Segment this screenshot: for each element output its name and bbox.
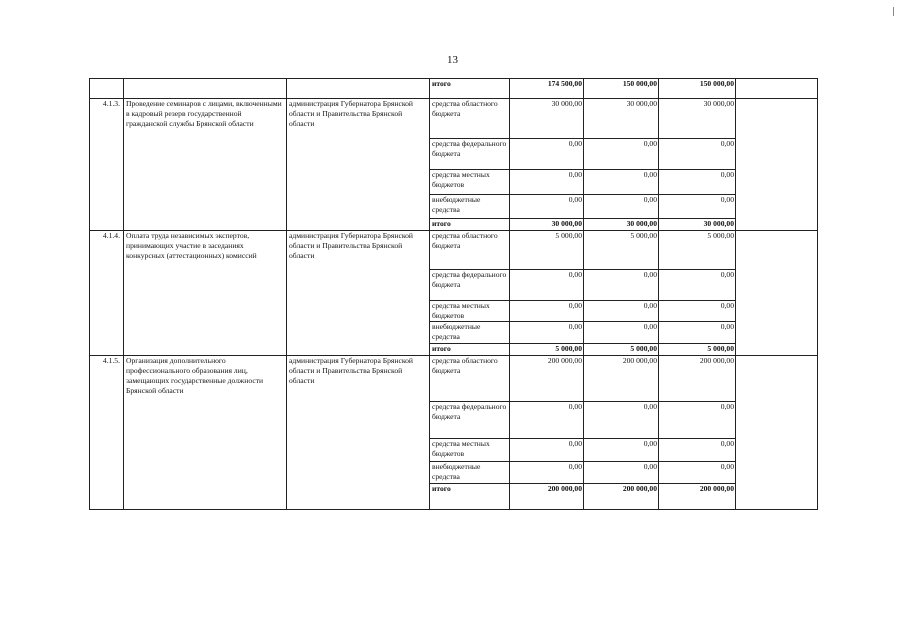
source-cell: итого xyxy=(430,79,510,99)
value-cell: 200 000,00 xyxy=(584,356,659,402)
name-cell xyxy=(124,79,287,99)
value-cell: 200 000,00 xyxy=(510,484,584,510)
executor-cell xyxy=(287,79,430,99)
value-cell: 200 000,00 xyxy=(659,484,736,510)
source-cell: средства областного бюджета xyxy=(430,356,510,402)
empty-cell xyxy=(736,99,818,231)
value-cell: 5 000,00 xyxy=(510,231,584,270)
name-cell: Организация дополнительного профессионального образования лиц, замещающих государственные должности Брянской области xyxy=(124,356,287,510)
page-number: 13 xyxy=(447,54,458,66)
source-cell: внебюджетные средства xyxy=(430,195,510,219)
value-cell: 0,00 xyxy=(510,195,584,219)
source-cell: средства областного бюджета xyxy=(430,231,510,270)
source-cell: средства местных бюджетов xyxy=(430,439,510,462)
source-cell: средства федерального бюджета xyxy=(430,402,510,439)
source-cell: средства местных бюджетов xyxy=(430,301,510,322)
name-cell: Оплата труда независимых экспертов, принимающих участие в заседаниях конкурсных (аттестационных) комиссий xyxy=(124,231,287,356)
value-cell: 0,00 xyxy=(659,462,736,484)
source-cell: средства федерального бюджета xyxy=(430,139,510,170)
source-cell: средства федерального бюджета xyxy=(430,270,510,301)
value-cell: 0,00 xyxy=(510,170,584,195)
code-cell: 4.1.3. xyxy=(90,99,124,231)
value-cell: 0,00 xyxy=(584,402,659,439)
value-cell: 0,00 xyxy=(584,301,659,322)
executor-cell: администрация Губернатора Брянской области и Правительства Брянской области xyxy=(287,356,430,510)
value-cell: 30 000,00 xyxy=(510,219,584,231)
value-cell: 5 000,00 xyxy=(584,231,659,270)
value-cell: 0,00 xyxy=(584,170,659,195)
value-cell: 30 000,00 xyxy=(659,99,736,139)
value-cell: 0,00 xyxy=(584,270,659,301)
value-cell: 0,00 xyxy=(659,270,736,301)
value-cell: 174 500,00 xyxy=(510,79,584,99)
value-cell: 200 000,00 xyxy=(584,484,659,510)
value-cell: 5 000,00 xyxy=(510,344,584,356)
value-cell: 0,00 xyxy=(659,139,736,170)
value-cell: 0,00 xyxy=(659,322,736,344)
value-cell: 0,00 xyxy=(510,439,584,462)
value-cell: 0,00 xyxy=(584,439,659,462)
budget-table xyxy=(89,78,818,510)
value-cell: 0,00 xyxy=(584,139,659,170)
value-cell: 5 000,00 xyxy=(584,344,659,356)
value-cell: 0,00 xyxy=(510,270,584,301)
value-cell: 0,00 xyxy=(584,322,659,344)
scan-edge-mark xyxy=(893,7,894,16)
source-cell: итого xyxy=(430,344,510,356)
table-row xyxy=(90,231,818,270)
empty-cell xyxy=(736,231,818,356)
source-cell: внебюджетные средства xyxy=(430,322,510,344)
value-cell: 0,00 xyxy=(659,301,736,322)
value-cell: 200 000,00 xyxy=(659,356,736,402)
executor-cell: администрация Губернатора Брянской области и Правительства Брянской области xyxy=(287,231,430,356)
value-cell: 0,00 xyxy=(510,301,584,322)
source-cell: итого xyxy=(430,484,510,510)
code-cell: 4.1.4. xyxy=(90,231,124,356)
table-row xyxy=(90,356,818,402)
value-cell: 150 000,00 xyxy=(659,79,736,99)
code-cell: 4.1.5. xyxy=(90,356,124,510)
source-cell: средства областного бюджета xyxy=(430,99,510,139)
value-cell: 5 000,00 xyxy=(659,231,736,270)
value-cell: 0,00 xyxy=(659,402,736,439)
name-cell: Проведение семинаров с лицами, включенными в кадровый резерв государственной гражданской службы Брянской области xyxy=(124,99,287,231)
value-cell: 5 000,00 xyxy=(659,344,736,356)
value-cell: 30 000,00 xyxy=(510,99,584,139)
value-cell: 0,00 xyxy=(510,139,584,170)
value-cell: 0,00 xyxy=(659,439,736,462)
table-row xyxy=(90,79,818,99)
value-cell: 200 000,00 xyxy=(510,356,584,402)
value-cell: 30 000,00 xyxy=(584,99,659,139)
source-cell: итого xyxy=(430,219,510,231)
value-cell: 150 000,00 xyxy=(584,79,659,99)
empty-cell xyxy=(736,79,818,99)
source-cell: внебюджетные средства xyxy=(430,462,510,484)
value-cell: 0,00 xyxy=(510,402,584,439)
value-cell: 0,00 xyxy=(510,462,584,484)
value-cell: 0,00 xyxy=(659,170,736,195)
executor-cell: администрация Губернатора Брянской области и Правительства Брянской области xyxy=(287,99,430,231)
empty-cell xyxy=(736,356,818,510)
value-cell: 0,00 xyxy=(584,462,659,484)
value-cell: 0,00 xyxy=(510,322,584,344)
value-cell: 0,00 xyxy=(659,195,736,219)
value-cell: 0,00 xyxy=(584,195,659,219)
value-cell: 30 000,00 xyxy=(659,219,736,231)
code-cell xyxy=(90,79,124,99)
source-cell: средства местных бюджетов xyxy=(430,170,510,195)
table-row xyxy=(90,99,818,139)
value-cell: 30 000,00 xyxy=(584,219,659,231)
